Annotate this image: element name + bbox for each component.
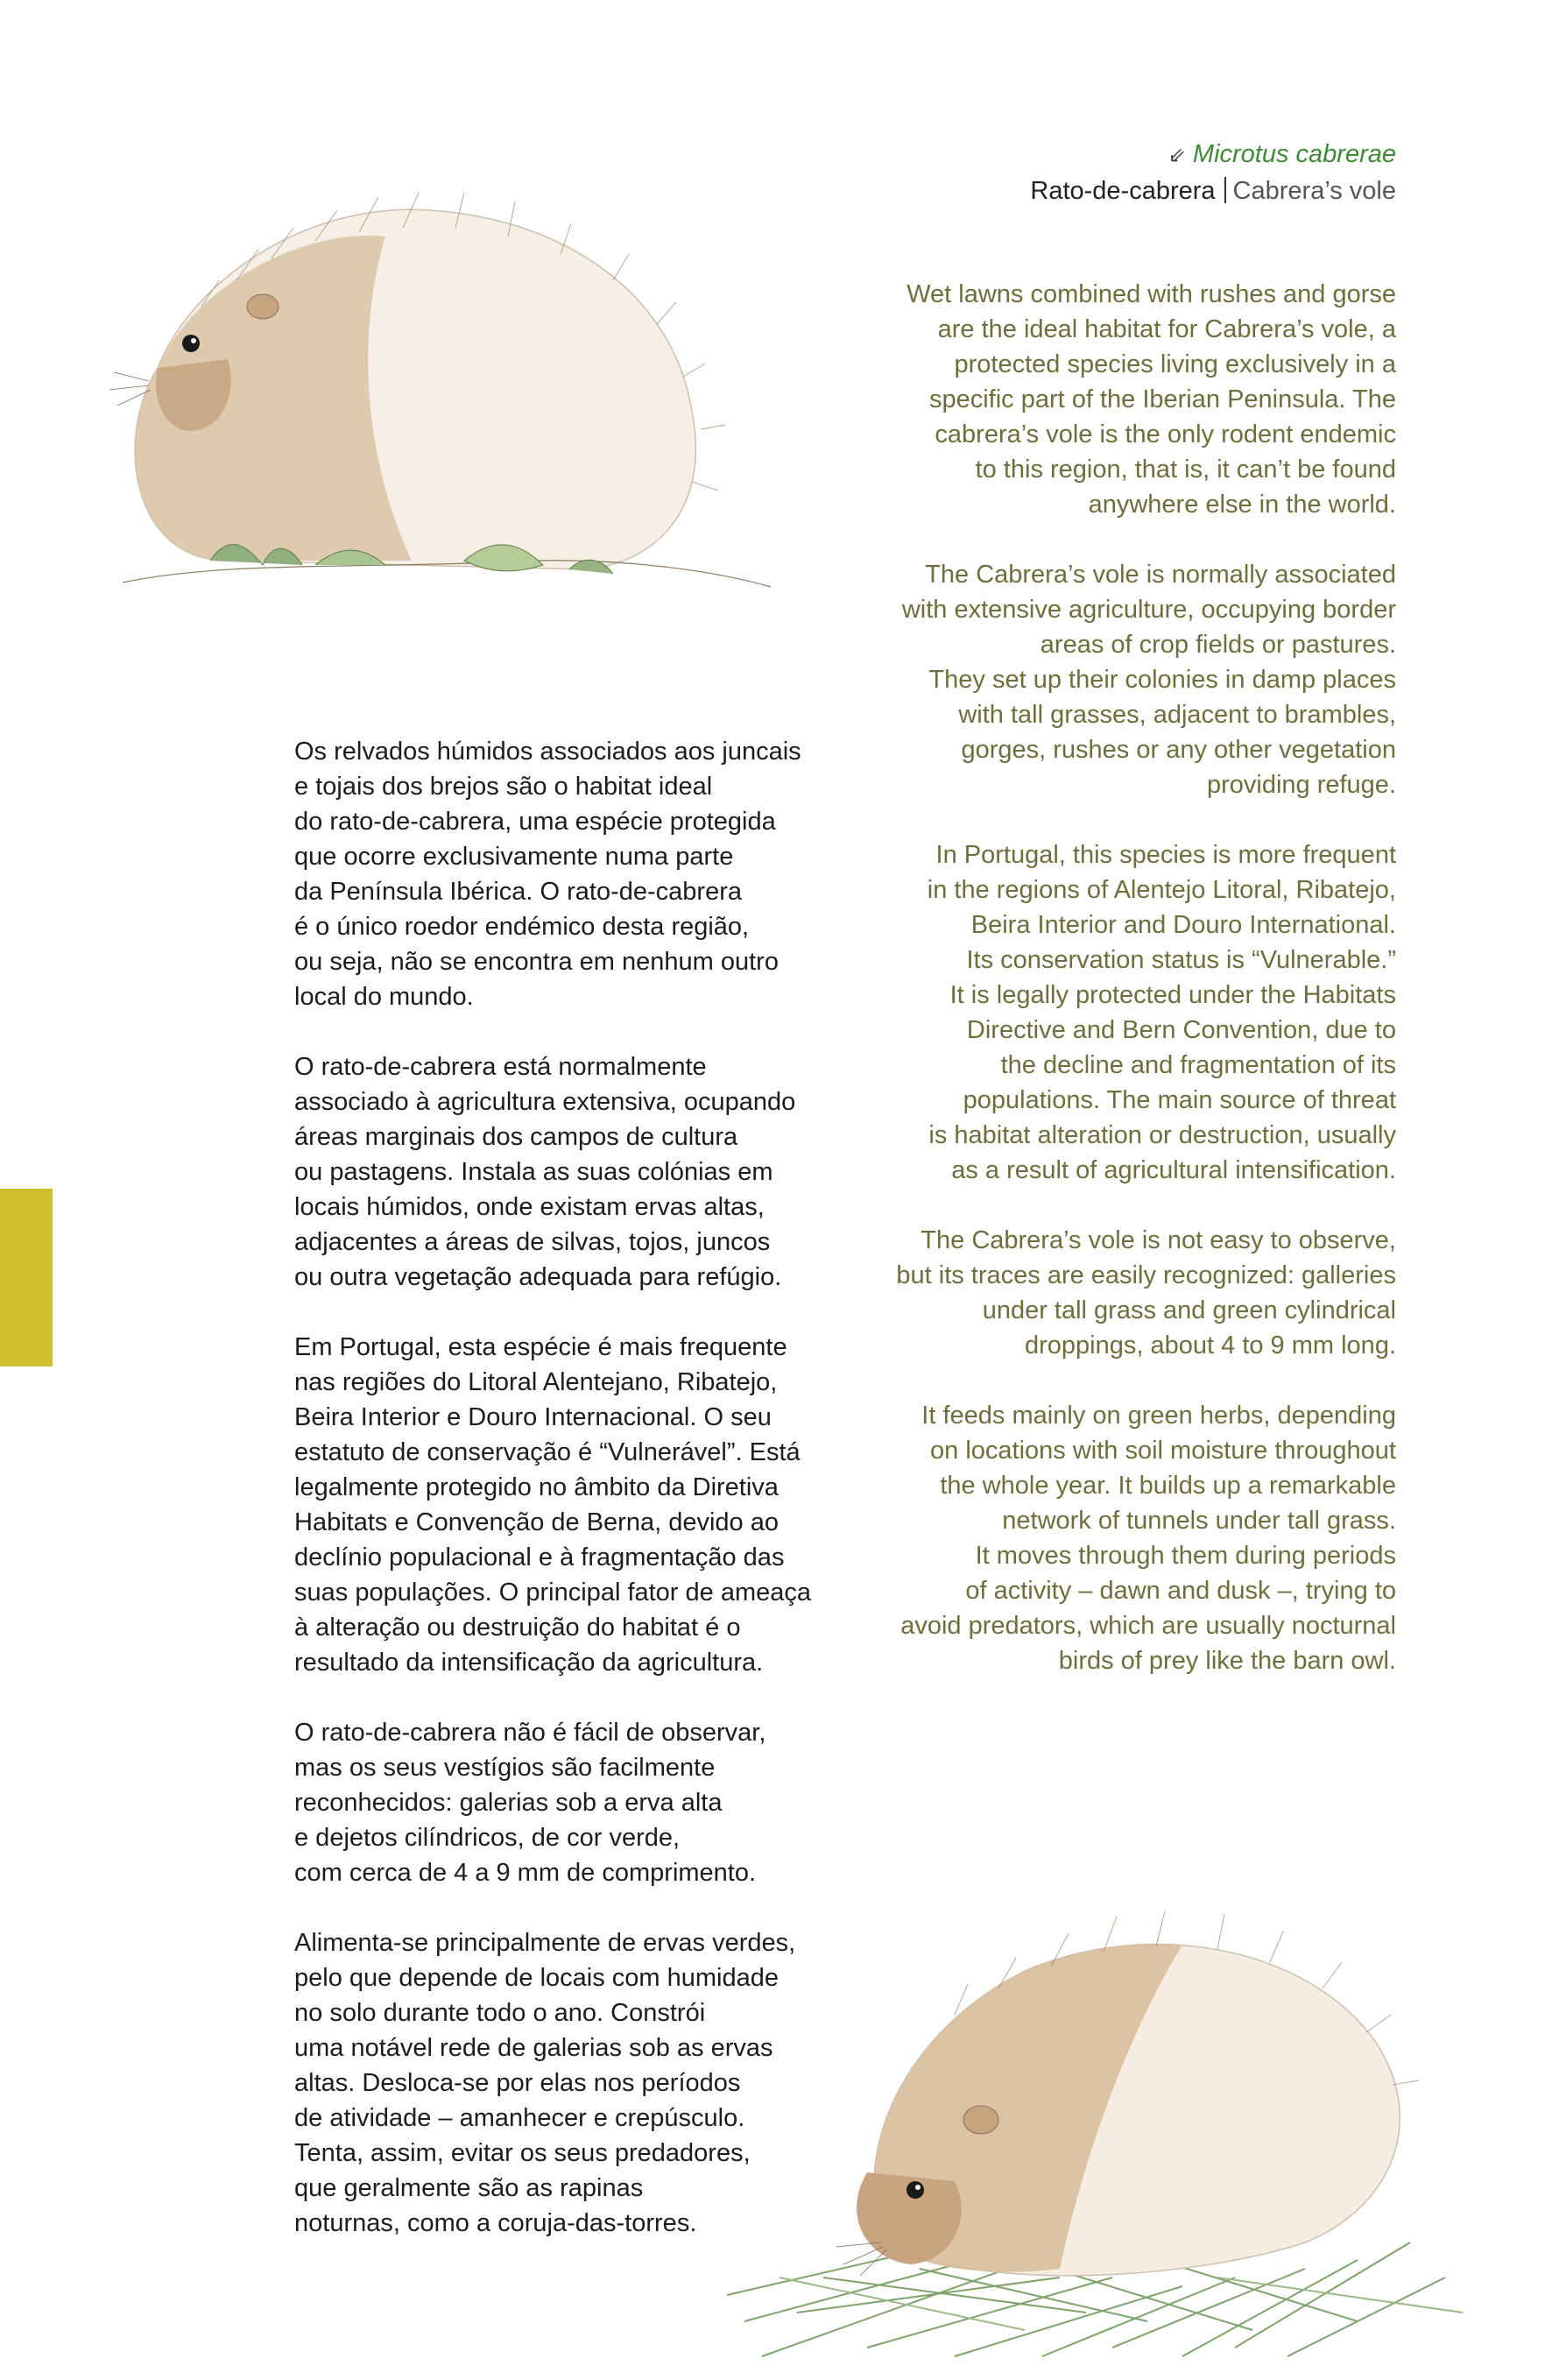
english-paragraph: The Cabrera’s vole is normally associated with extensive agriculture, occupying border areas of crop fields or pastures. They set up their colonies in damp places with tall grasses, adjacent to brambles, gorges, rushes or any other vegetation providing refuge. — [901, 561, 1396, 799]
portuguese-paragraph: Alimenta-se principalmente de ervas verdes, pelo que depende de locais com humidade no solo durante todo o ano. Constrói uma notável rede de galerias sob as ervas altas. Desloca-se por elas nos períodos de atividade – amanhecer e crepúsculo. Tenta, assim, evitar os seus predadores, que geralmente são as rapinas noturnas, como a coruja-das-torres. — [294, 1929, 796, 2237]
portuguese-paragraph: Em Portugal, esta espécie é mais frequente nas regiões do Litoral Alentejano, Ribatejo, Beira Interior e Douro Internacional. O seu estatuto de conservação é “Vulnerável”. Está legalmente protegido no âmbito da Diretiva Habitats e Convenção de Berna, devido ao declínio populacional e à fragmentação das suas populações. O principal fator de ameaça à alteração ou destruição do habitat é o resultado da intensificação da agricultura. — [294, 1333, 812, 1677]
english-paragraph: Wet lawns combined with rushes and gorse are the ideal habitat for Cabrera’s vole, a protected species living exclusively in a specific part of the Iberian Peninsula. The cabrera’s vole is the only rodent endemic to this region, that is, it can’t be found anywhere else in the world. — [907, 280, 1396, 519]
english-paragraph: In Portugal, this species is more frequent in the regions of Alentejo Litoral, Ribatejo, Beira Interior and Douro International. Its conservation status is “Vulnerable.” It is legally protected under the Habitats Directive and Bern Convention, due to the decline and fragmentation of its populations. The main source of threat is habitat alteration or destruction, usually as a result of agricultural intensification. — [927, 841, 1396, 1184]
name-separator — [1224, 177, 1226, 203]
scientific-name: Microtus cabrerae — [1192, 140, 1396, 168]
vole-illustration-feeding — [692, 1752, 1480, 2365]
vole-eye — [182, 335, 200, 352]
common-names-line — [1030, 173, 1396, 208]
vole-ear — [963, 2106, 998, 2134]
english-text-column — [836, 277, 1396, 1713]
common-name-en: Cabrera’s vole — [1232, 177, 1396, 205]
south-west-arrow-icon: ⇙ — [1168, 144, 1186, 167]
scientific-name-line — [1030, 137, 1396, 173]
vole-illustration-side-view — [96, 149, 788, 639]
vole-body — [135, 209, 695, 569]
vole-ear — [247, 294, 279, 319]
portuguese-paragraph: O rato-de-cabrera não é fácil de observar, mas os seus vestígios são facilmente reconhecidos: galerias sob a erva alta e dejetos cilíndricos, de cor verde, com cerca de 4 a 9 mm de comprimento. — [294, 1719, 766, 1887]
vole-body — [857, 1944, 1400, 2276]
species-header — [1030, 137, 1396, 208]
portuguese-paragraph: Os relvados húmidos associados aos juncais e tojais dos brejos são o habitat ideal do rato-de-cabrera, uma espécie protegida que ocorre exclusivamente numa parte da Península Ibérica. O rato-de-cabrera é o único roedor endémico desta região, ou seja, não se encontra em nenhum outro local do mundo. — [294, 738, 801, 1011]
english-paragraph: The Cabrera’s vole is not easy to observe, but its traces are easily recognized: galleries under tall grass and green cylindrical droppings, about 4 to 9 mm long. — [896, 1226, 1396, 1359]
portuguese-paragraph: O rato-de-cabrera está normalmente associado à agricultura extensiva, ocupando áreas marginais dos campos de cultura ou pastagens. Instala as suas colónias em locais húmidos, onde existam ervas altas, adjacentes a áreas de silvas, tojos, juncos ou outra vegetação adequada para refúgio. — [294, 1053, 796, 1291]
english-paragraph: It feeds mainly on green herbs, depending on locations with soil moisture throughout the whole year. It builds up a remarkable network of tunnels under tall grass. It moves through them during periods of activity – dawn and dusk –, trying to avoid predators, which are usually nocturnal birds of prey like the barn owl. — [900, 1402, 1396, 1675]
side-color-tab — [0, 1189, 53, 1367]
vole-eye — [907, 2181, 924, 2199]
common-name-pt: Rato-de-cabrera — [1030, 177, 1216, 205]
